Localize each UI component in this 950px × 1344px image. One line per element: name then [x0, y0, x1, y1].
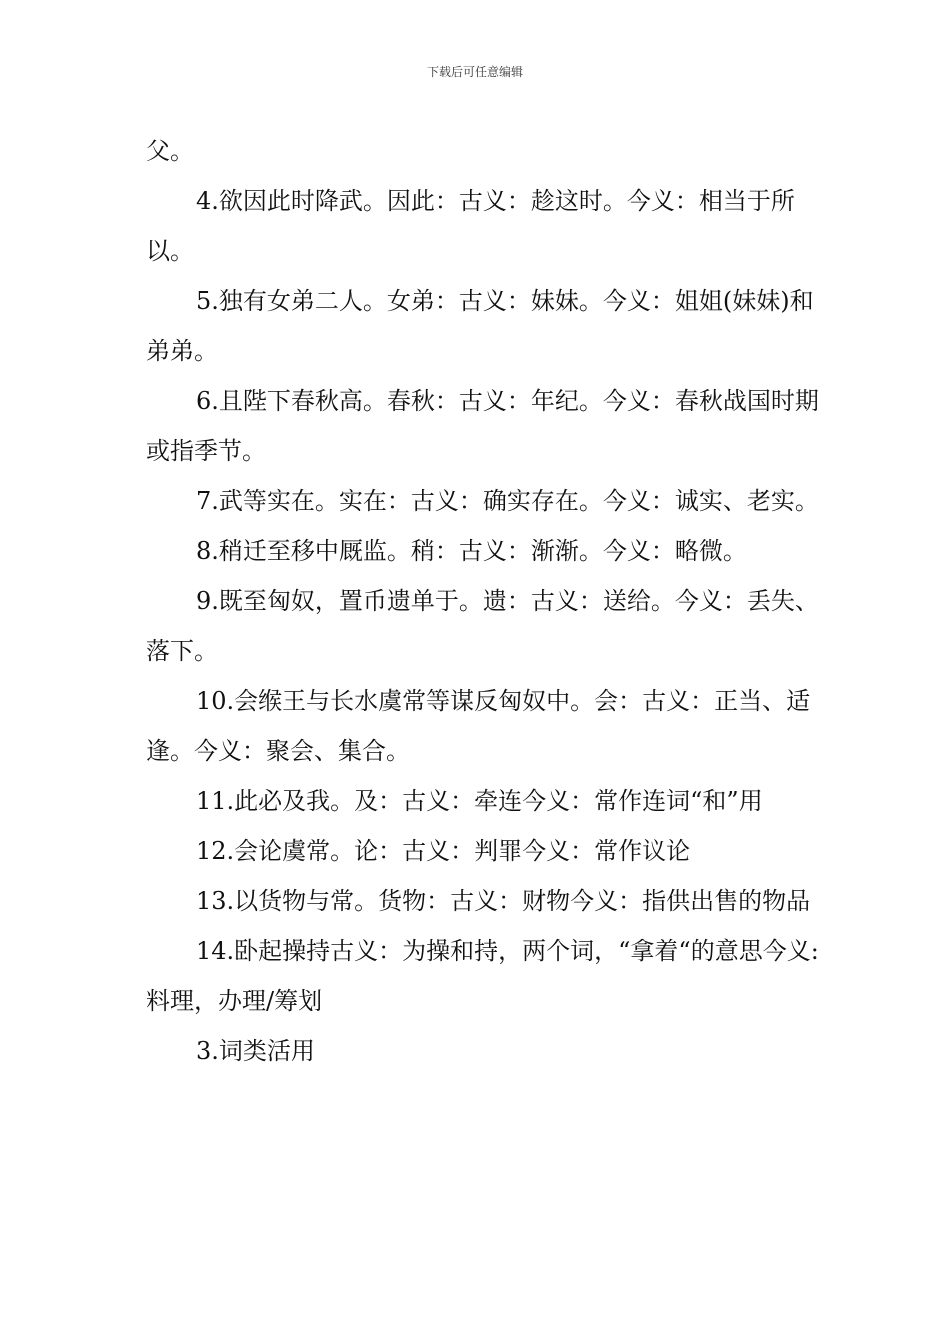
paragraph-1: 4.欲因此时降武。因此：古义：趁这时。今义：相当于所以。	[146, 187, 795, 265]
paragraph-6: 9.既至匈奴，置币遗单于。遗：古义：送给。今义：丢失、落下。	[146, 587, 819, 665]
page-header: 下载后可任意编辑	[426, 65, 523, 79]
paragraph-5: 8.稍迁至移中厩监。稍：古义：渐渐。今义：略微。	[196, 537, 747, 565]
paragraph-9: 12.会论虞常。论：古义：判罪今义：常作议论	[196, 837, 691, 865]
paragraph-12: 3.词类活用	[196, 1037, 315, 1065]
paragraph-4: 7.武等实在。实在：古义：确实存在。今义：诚实、老实。	[196, 487, 819, 515]
paragraph-7: 10.会缑王与长水虞常等谋反匈奴中。会：古义：正当、适逢。今义：聚会、集合。	[146, 687, 811, 765]
paragraph-10: 13.以货物与常。货物：古义：财物今义：指供出售的物品	[196, 887, 811, 915]
paragraph-2: 5.独有女弟二人。女弟：古义：妹妹。今义：姐姐(妹妹)和弟弟。	[146, 287, 814, 365]
paragraph-11: 14.卧起操持古义：为操和持，两个词，“拿着“的意思今义:料理，办理/筹划	[146, 937, 819, 1015]
paragraph-3: 6.且陛下春秋高。春秋：古义：年纪。今义：春秋战国时期或指季节。	[146, 387, 819, 465]
paragraph-8: 11.此必及我。及：古义：牵连今义：常作连词“和”用	[196, 787, 763, 815]
document-body	[146, 126, 826, 1076]
paragraph-0: 父。	[146, 137, 194, 165]
